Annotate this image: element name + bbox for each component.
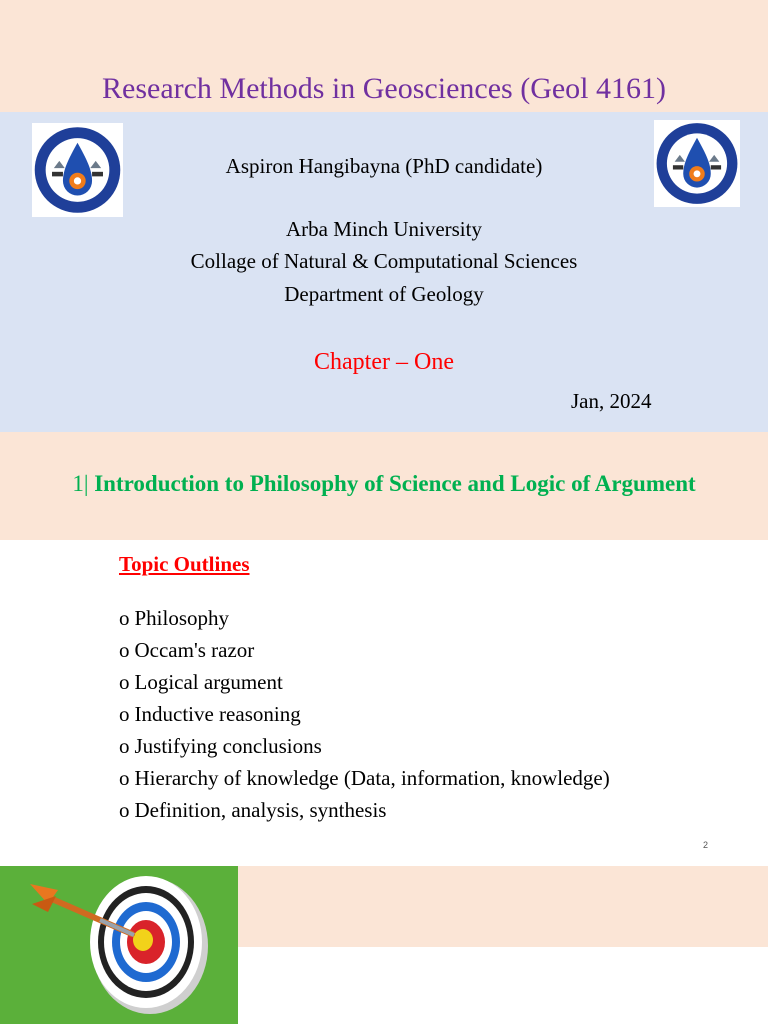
list-item [119,796,610,828]
bullet: o [119,670,130,694]
college-name: Collage of Natural & Computational Sciences [190,249,578,273]
outline-item-label: Justifying conclusions [134,734,322,758]
bullet: o [119,798,130,822]
bullet: o [119,606,130,630]
next-slide-band [238,866,768,947]
outline-heading: Topic Outlines [119,552,250,576]
page-number: 2 [703,840,709,850]
bullet: o [119,638,130,662]
list-item [119,764,610,796]
list-item [119,636,610,668]
outline-list [119,604,610,828]
department-name: Department of Geology [284,282,484,306]
list-item [119,604,610,636]
next-slide-body [238,947,768,1024]
bullet: o [119,766,130,790]
list-item [119,732,610,764]
outline-item-label: Occam's razor [134,638,255,662]
slide-title: Research Methods in Geosciences (Geol 4161) [102,72,666,105]
bullet: o [119,734,130,758]
outline-item-label: Logical argument [134,670,283,694]
section-heading [0,471,768,497]
presenter-name: Aspiron Hangibayna (PhD candidate) [225,154,543,178]
outline-item-label: Philosophy [134,606,230,630]
university-name: Arba Minch University [286,217,482,241]
section-number: 1| [72,471,89,496]
dart-target-icon [0,866,238,1024]
presentation-date: Jan, 2024 [571,389,652,413]
outline-item-label: Hierarchy of knowledge (Data, information, knowledge) [134,766,610,790]
list-item [119,700,610,732]
outline-item-label: Inductive reasoning [134,702,301,726]
chapter-label: Chapter – One [314,349,454,375]
list-item [119,668,610,700]
outline-item-label: Definition, analysis, synthesis [134,798,387,822]
bullet: o [119,702,130,726]
section-title: Introduction to Philosophy of Science and Logic of Argument [94,471,696,496]
